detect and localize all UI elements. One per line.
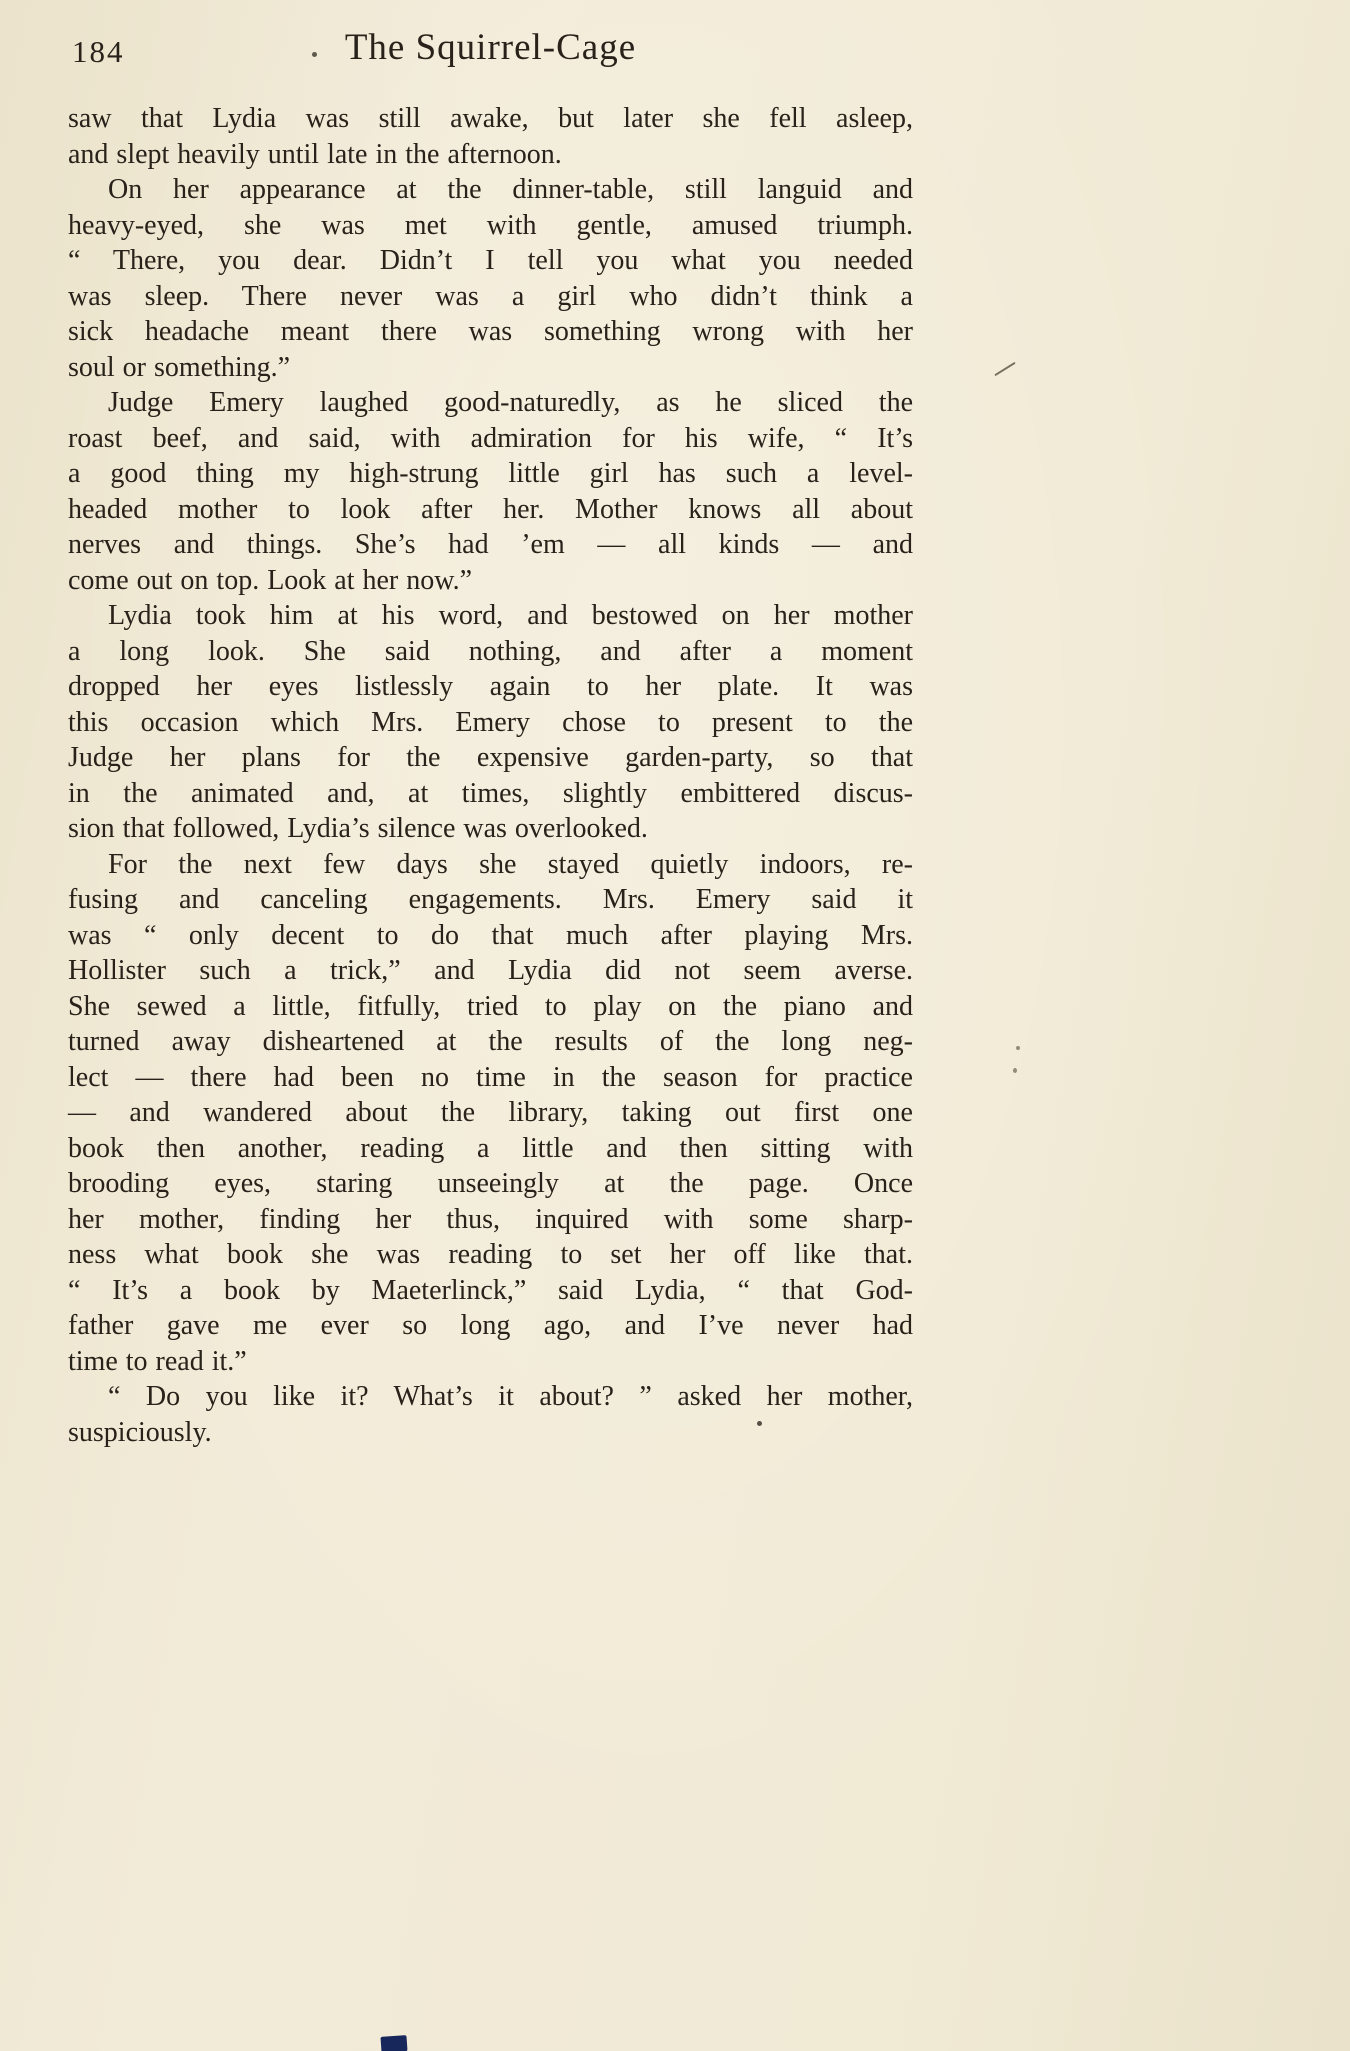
text-line: saw that Lydia was still awake, but later she fell asleep, <box>68 103 913 134</box>
text-line: was sleep. There never was a girl who didn’t think a <box>68 280 913 312</box>
text-line: suspiciously. <box>68 1416 212 1448</box>
text-line: sion that followed, Lydia’s silence was overlooked. <box>68 813 648 844</box>
text-line: a good thing my high-strung little girl has such a level- <box>68 458 913 489</box>
text-line: “ It’s a book by Maeterlinck,” said Lydia, “ that God- <box>68 1274 913 1306</box>
text-line: turned away disheartened at the results of the long neg- <box>68 1026 913 1057</box>
paragraph <box>68 172 913 385</box>
text-line: ness what book she was reading to set her off like that. <box>68 1239 913 1270</box>
text-line: soul or something.” <box>68 351 291 383</box>
text-line: come out on top. Look at her now.” <box>68 564 473 596</box>
text-block <box>68 101 913 1450</box>
text-line: in the animated and, at times, slightly embittered discus- <box>68 777 913 809</box>
page-number: 184 <box>72 34 125 69</box>
text-line: For the next few days she stayed quietly indoors, re- <box>108 848 913 880</box>
text-line: “ There, you dear. Didn’t I tell you what you needed <box>68 245 913 276</box>
text-line: a long look. She said nothing, and after a moment <box>68 635 913 667</box>
text-line: book then another, reading a little and then sitting with <box>68 1132 913 1164</box>
text-line: nerves and things. She’s had ’em — all kinds — and <box>68 529 913 560</box>
scan-artifact-dot <box>1016 1046 1020 1050</box>
text-line: Hollister such a trick,” and Lydia did not seem averse. <box>68 955 913 986</box>
running-title: The Squirrel-Cage <box>344 27 637 68</box>
text-line: and slept heavily until late in the afternoon. <box>68 138 562 170</box>
text-line: Judge her plans for the expensive garden-party, so that <box>68 742 913 773</box>
text-line: sick headache meant there was something wrong with her <box>68 316 913 347</box>
text-line: headed mother to look after her. Mother knows all about <box>68 493 913 525</box>
text-line: this occasion which Mrs. Emery chose to present to the <box>68 706 913 738</box>
paragraph <box>68 101 913 172</box>
text-line: lect — there had been no time in the season for practice <box>68 1061 913 1093</box>
text-line: Judge Emery laughed good-naturedly, as he sliced the <box>108 387 913 418</box>
paragraph <box>68 598 913 847</box>
text-line: father gave me ever so long ago, and I’ve never had <box>68 1310 913 1341</box>
scan-artifact-slash <box>994 362 1015 376</box>
text-line: — and wandered about the library, taking out first one <box>68 1097 913 1128</box>
text-line: time to read it.” <box>68 1345 247 1377</box>
text-line: dropped her eyes listlessly again to her plate. It was <box>68 671 913 702</box>
text-line: fusing and canceling engagements. Mrs. Emery said it <box>68 884 913 915</box>
text-line: “ Do you like it? What’s it about? ” asked her mother, <box>108 1381 913 1412</box>
paragraph <box>68 1379 913 1450</box>
text-line: heavy-eyed, she was met with gentle, amused triumph. <box>68 209 913 241</box>
text-line: On her appearance at the dinner-table, still languid and <box>108 174 913 205</box>
page-header <box>68 26 913 82</box>
paragraph <box>68 385 913 598</box>
paragraph <box>68 847 913 1380</box>
text-line: Lydia took him at his word, and bestowed on her mother <box>108 600 913 631</box>
text-line: She sewed a little, fitfully, tried to play on the piano and <box>68 990 913 1022</box>
scan-artifact-ink-mark <box>380 2035 407 2051</box>
text-line: her mother, finding her thus, inquired with some sharp- <box>68 1203 913 1235</box>
text-line: roast beef, and said, with admiration for his wife, “ It’s <box>68 422 913 454</box>
scan-artifact-dot <box>1013 1068 1017 1073</box>
text-line: was “ only decent to do that much after playing Mrs. <box>68 919 913 951</box>
text-line: brooding eyes, staring unseeingly at the page. Once <box>68 1168 913 1199</box>
